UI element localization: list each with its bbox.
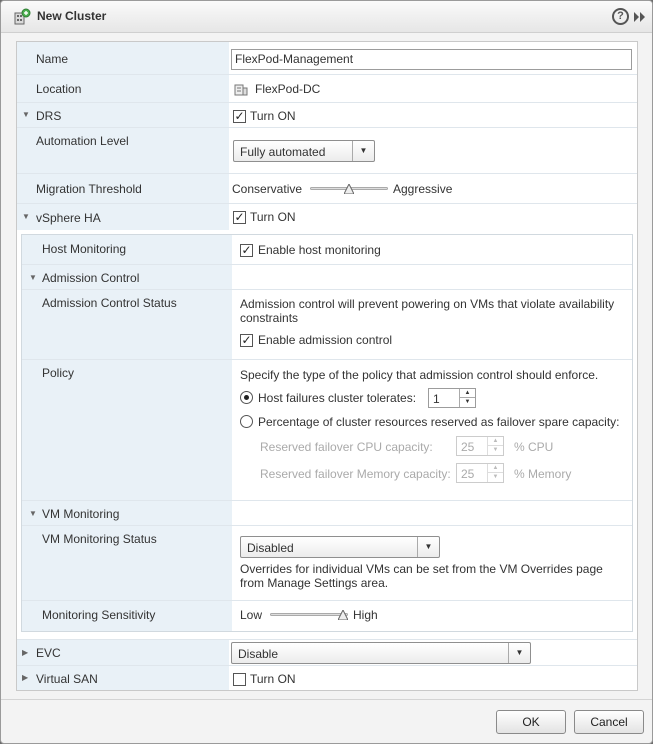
- spin-up-icon[interactable]: ▲: [460, 389, 475, 398]
- ha-settings-panel: [21, 234, 633, 632]
- vsphere-ha-row: [17, 204, 637, 230]
- automation-level-label: Automation Level: [36, 134, 129, 148]
- policy-row: [22, 360, 632, 501]
- drs-checkbox-label: Turn ON: [250, 109, 296, 123]
- sensitivity-low-label: Low: [240, 608, 263, 622]
- evc-label: EVC: [36, 646, 61, 660]
- chevron-down-icon: ▼: [352, 141, 374, 161]
- host-failures-value: 1: [433, 392, 440, 406]
- admission-collapse-icon[interactable]: ▼: [29, 273, 37, 282]
- vm-monitoring-status-select[interactable]: [240, 536, 440, 558]
- ha-checkbox-label: Turn ON: [250, 210, 296, 224]
- memory-capacity-label: Reserved failover Memory capacity:: [260, 467, 451, 481]
- spin-up-icon[interactable]: ▲: [488, 437, 503, 446]
- vm-overrides-desc: Overrides for individual VMs can be set from the VM Overrides page from Manage Settings area.: [240, 562, 603, 590]
- cancel-button[interactable]: Cancel: [574, 710, 644, 734]
- virtual-san-row: [17, 666, 637, 690]
- admission-control-label: Admission Control: [42, 271, 140, 285]
- policy-desc: Specify the type of the policy that admission control should enforce.: [240, 368, 599, 382]
- name-row: [17, 42, 637, 75]
- name-label: Name: [36, 52, 69, 66]
- vsan-expand-icon[interactable]: ▶: [22, 673, 29, 682]
- threshold-high-label: Aggressive: [393, 182, 453, 196]
- spin-up-icon[interactable]: ▲: [488, 464, 503, 473]
- evc-row: [17, 639, 637, 666]
- monitoring-sensitivity-row: [22, 601, 632, 631]
- host-monitoring-checkbox-label: Enable host monitoring: [258, 243, 381, 257]
- host-failures-stepper[interactable]: [428, 388, 476, 408]
- percentage-label: Percentage of cluster resources reserved as failover spare capacity:: [258, 415, 620, 429]
- host-failures-radio[interactable]: [240, 391, 253, 404]
- drs-row: [17, 103, 637, 128]
- admission-control-row: [22, 265, 632, 290]
- automation-level-row: [17, 128, 637, 174]
- title-bar: [1, 1, 652, 33]
- host-monitoring-row: [22, 235, 632, 265]
- admission-status-label: Admission Control Status: [42, 296, 177, 310]
- sensitivity-high-label: High: [353, 608, 378, 622]
- slider-thumb[interactable]: [344, 184, 354, 194]
- location-label: Location: [36, 82, 82, 96]
- admission-status-desc: Admission control will prevent powering on VMs that violate availability constraints: [240, 297, 615, 325]
- automation-level-select[interactable]: [233, 140, 375, 162]
- dialog-title: New Cluster: [37, 9, 107, 23]
- spin-down-icon[interactable]: ▼: [492, 474, 499, 480]
- evc-value: Disable: [238, 647, 279, 661]
- vsan-checkbox[interactable]: [233, 673, 246, 686]
- datacenter-icon: [234, 82, 248, 96]
- location-row: [17, 75, 637, 103]
- vm-monitoring-row: [22, 501, 632, 526]
- expand-icon[interactable]: [633, 10, 647, 24]
- location-value: FlexPod-DC: [255, 82, 321, 96]
- host-monitoring-checkbox[interactable]: ✓: [241, 243, 252, 257]
- admission-control-checkbox[interactable]: ✓: [241, 333, 252, 347]
- monitoring-sensitivity-slider[interactable]: [270, 613, 348, 616]
- slider-thumb[interactable]: [338, 610, 348, 620]
- migration-threshold-row: [17, 174, 637, 204]
- chevron-down-icon: ▼: [417, 537, 439, 557]
- ok-button[interactable]: OK: [496, 710, 566, 734]
- chevron-down-icon: ▼: [508, 643, 530, 663]
- drs-checkbox[interactable]: ✓: [234, 109, 245, 123]
- host-failures-label: Host failures cluster tolerates:: [258, 391, 417, 405]
- cpu-capacity-value: 25: [461, 440, 475, 454]
- threshold-low-label: Conservative: [232, 182, 303, 196]
- vm-monitoring-status-row: [22, 526, 632, 601]
- drs-collapse-icon[interactable]: ▼: [22, 110, 30, 119]
- vsan-checkbox-label: Turn ON: [250, 672, 296, 686]
- policy-label: Policy: [42, 366, 75, 380]
- admission-control-checkbox-label: Enable admission control: [258, 333, 393, 347]
- settings-panel: [16, 41, 638, 691]
- cpu-capacity-label: Reserved failover CPU capacity:: [260, 440, 433, 454]
- memory-unit: % Memory: [514, 467, 572, 481]
- percentage-radio[interactable]: [240, 415, 253, 428]
- vm-monitoring-status-value: Disabled: [247, 541, 294, 555]
- spin-down-icon[interactable]: ▼: [464, 399, 471, 405]
- cpu-capacity-stepper[interactable]: [456, 436, 504, 456]
- vsphere-ha-label: vSphere HA: [36, 211, 101, 225]
- cpu-unit: % CPU: [514, 440, 554, 454]
- memory-capacity-value: 25: [461, 467, 475, 481]
- ha-checkbox[interactable]: ✓: [234, 210, 245, 224]
- migration-threshold-label: Migration Threshold: [36, 182, 142, 196]
- vm-monitoring-collapse-icon[interactable]: ▼: [29, 509, 37, 518]
- dialog-footer: [1, 699, 652, 744]
- admission-status-row: [22, 290, 632, 360]
- virtual-san-label: Virtual SAN: [36, 672, 98, 686]
- host-monitoring-label: Host Monitoring: [42, 242, 127, 256]
- vm-monitoring-status-label: VM Monitoring Status: [42, 532, 157, 546]
- memory-capacity-stepper[interactable]: [456, 463, 504, 483]
- monitoring-sensitivity-label: Monitoring Sensitivity: [42, 608, 156, 622]
- drs-label: DRS: [36, 109, 62, 123]
- cluster-icon: [13, 8, 31, 26]
- vm-monitoring-label: VM Monitoring: [42, 507, 120, 521]
- ha-collapse-icon[interactable]: ▼: [22, 212, 30, 221]
- spin-down-icon[interactable]: ▼: [492, 447, 499, 453]
- automation-level-value: Fully automated: [240, 145, 326, 159]
- name-input[interactable]: FlexPod-Management: [231, 49, 632, 70]
- help-icon[interactable]: ?: [612, 8, 629, 25]
- evc-expand-icon[interactable]: ▶: [22, 648, 29, 657]
- evc-select[interactable]: [231, 642, 531, 664]
